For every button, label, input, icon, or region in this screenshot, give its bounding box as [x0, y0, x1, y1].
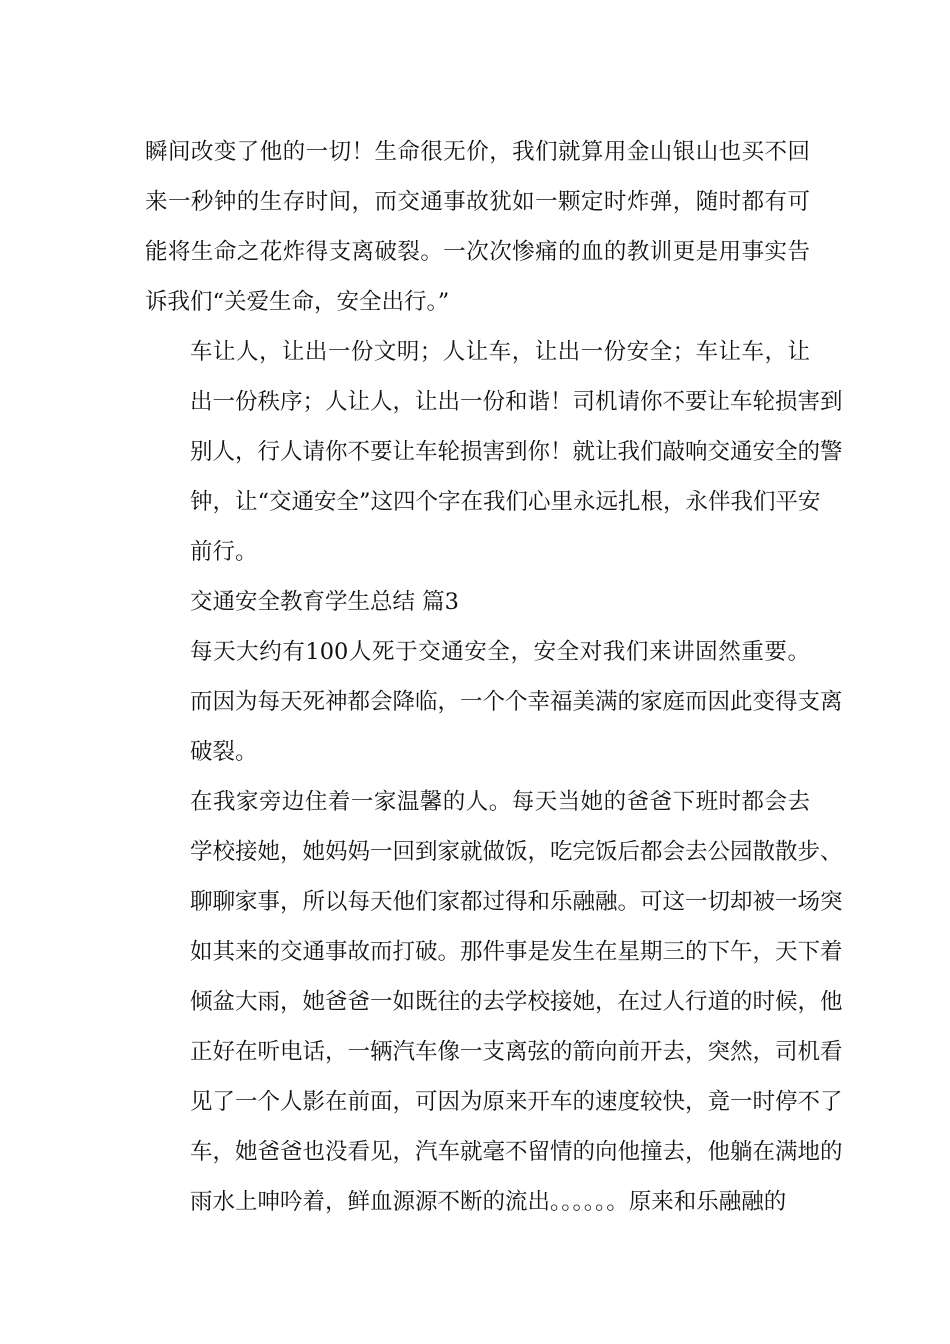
document-body [145, 127, 843, 1227]
paragraph [145, 777, 843, 1227]
text-line: 倾盆大雨，她爸爸一如既往的去学校接她，在过人行道的时候，他 [190, 989, 843, 1015]
text-line: 学校接她，她妈妈一回到家就做饭，吃完饭后都会去公园散散步、 [190, 839, 843, 865]
paragraph [145, 327, 843, 577]
paragraph [145, 627, 843, 777]
text-line: 来一秒钟的生存时间，而交通事故犹如一颗定时炸弹，随时都有可 [145, 189, 810, 215]
text-line: 交通安全教育学生总结 篇3 [190, 589, 459, 615]
text-line: 如其来的交通事故而打破。那件事是发生在星期三的下午，天下着 [190, 939, 843, 965]
text-line: 每天大约有100人死于交通安全，安全对我们来讲固然重要。 [190, 639, 810, 665]
text-line: 钟，让“交通安全”这四个字在我们心里永远扎根，永伴我们平安 [190, 489, 821, 515]
text-line: 瞬间改变了他的一切！生命很无价，我们就算用金山银山也买不回 [145, 139, 810, 165]
text-line: 出一份秩序；人让人，让出一份和谐！司机请你不要让车轮损害到 [190, 389, 843, 415]
paragraph [145, 577, 810, 627]
text-line: 车让人，让出一份文明；人让车，让出一份安全；车让车，让 [190, 339, 810, 365]
text-line: 诉我们“关爱生命，安全出行。” [145, 289, 450, 315]
text-line: 前行。 [190, 539, 258, 565]
paragraph [145, 127, 810, 327]
text-line: 在我家旁边住着一家温馨的人。每天当她的爸爸下班时都会去 [190, 789, 810, 815]
text-line: 破裂。 [190, 739, 258, 765]
text-line: 车，她爸爸也没看见，汽车就毫不留情的向他撞去，他躺在满地的 [190, 1139, 843, 1165]
text-line: 正好在听电话，一辆汽车像一支离弦的箭向前开去，突然，司机看 [190, 1039, 843, 1065]
text-line: 别人，行人请你不要让车轮损害到你！就让我们敲响交通安全的警 [190, 439, 843, 465]
text-line: 能将生命之花炸得支离破裂。一次次惨痛的血的教训更是用事实告 [145, 239, 810, 265]
text-line: 聊聊家事，所以每天他们家都过得和乐融融。可这一切却被一场突 [190, 889, 843, 915]
text-line: 雨水上呻吟着，鲜血源源不断的流出。。。。。。原来和乐融融的 [190, 1189, 787, 1215]
text-line: 而因为每天死神都会降临，一个个幸福美满的家庭而因此变得支离 [190, 689, 843, 715]
text-line: 见了一个人影在前面，可因为原来开车的速度较快，竟一时停不了 [190, 1089, 843, 1115]
